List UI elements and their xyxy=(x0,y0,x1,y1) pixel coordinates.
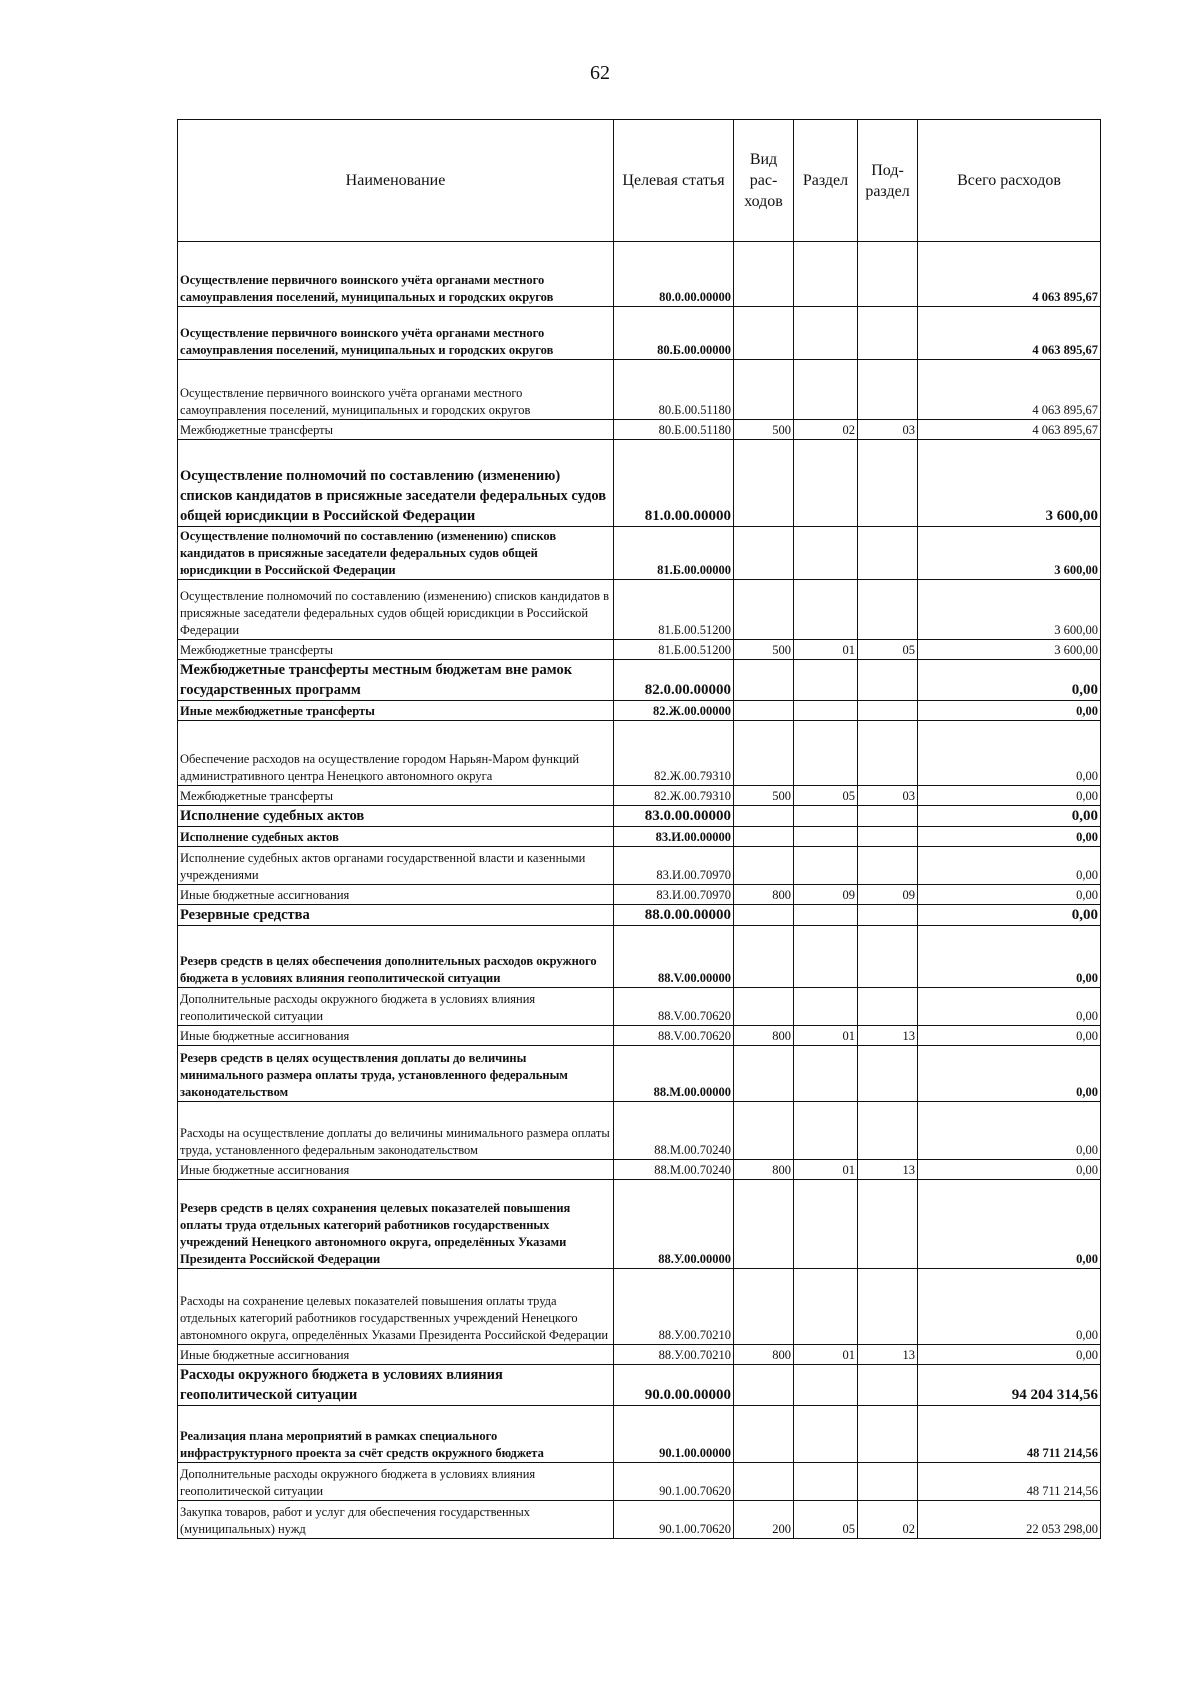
table-header-row xyxy=(178,120,1101,242)
row-target-article: 88.М.00.00000 xyxy=(614,1046,734,1102)
row-total: 0,00 xyxy=(918,701,1101,721)
row-section xyxy=(794,721,858,786)
row-total: 0,00 xyxy=(918,1345,1101,1365)
row-expense-kind xyxy=(734,242,794,307)
row-subsection xyxy=(858,905,918,926)
row-total: 0,00 xyxy=(918,1180,1101,1269)
row-subsection xyxy=(858,1406,918,1463)
table-row xyxy=(178,1180,1101,1269)
row-subsection xyxy=(858,307,918,360)
row-section: 05 xyxy=(794,1501,858,1539)
row-section xyxy=(794,701,858,721)
row-expense-kind xyxy=(734,1365,794,1406)
row-name: Межбюджетные трансферты xyxy=(178,420,614,440)
row-expense-kind: 500 xyxy=(734,786,794,806)
row-subsection xyxy=(858,827,918,847)
row-target-article: 90.1.00.70620 xyxy=(614,1463,734,1501)
row-target-article: 88.М.00.70240 xyxy=(614,1160,734,1180)
row-name: Осуществление первичного воинского учёта органами местного самоуправления поселений, муниципальных и городских округов xyxy=(178,360,614,420)
row-name: Иные бюджетные ассигнования xyxy=(178,1160,614,1180)
row-subsection xyxy=(858,580,918,640)
row-total: 4 063 895,67 xyxy=(918,307,1101,360)
row-total: 0,00 xyxy=(918,1026,1101,1046)
table-row xyxy=(178,640,1101,660)
row-section: 02 xyxy=(794,420,858,440)
row-total: 0,00 xyxy=(918,660,1101,701)
header-expense-kind xyxy=(734,120,794,242)
row-section xyxy=(794,1463,858,1501)
row-target-article: 88.У.00.00000 xyxy=(614,1180,734,1269)
row-expense-kind: 800 xyxy=(734,1026,794,1046)
row-subsection: 03 xyxy=(858,786,918,806)
row-section xyxy=(794,988,858,1026)
row-name: Осуществление первичного воинского учёта органами местного самоуправления поселений, муниципальных и городских округов xyxy=(178,242,614,307)
table-row xyxy=(178,660,1101,701)
row-expense-kind xyxy=(734,827,794,847)
row-name: Осуществление полномочий по составлению (изменению) списков кандидатов в присяжные заседатели федеральных судов общей юрисдикции в Российской Федерации xyxy=(178,527,614,580)
row-target-article: 82.Ж.00.00000 xyxy=(614,701,734,721)
row-total: 0,00 xyxy=(918,1046,1101,1102)
row-subsection xyxy=(858,926,918,988)
row-total: 4 063 895,67 xyxy=(918,420,1101,440)
table-row xyxy=(178,721,1101,786)
row-subsection xyxy=(858,527,918,580)
table-row xyxy=(178,905,1101,926)
row-subsection xyxy=(858,1463,918,1501)
header-section: Раздел xyxy=(794,120,858,242)
row-total: 0,00 xyxy=(918,988,1101,1026)
row-total: 0,00 xyxy=(918,1102,1101,1160)
row-name: Обеспечение расходов на осуществление городом Нарьян-Маром функций административного центра Ненецкого автономного округа xyxy=(178,721,614,786)
row-expense-kind xyxy=(734,905,794,926)
table-row xyxy=(178,1102,1101,1160)
row-expense-kind: 500 xyxy=(734,640,794,660)
row-expense-kind xyxy=(734,360,794,420)
row-name: Расходы на сохранение целевых показателей повышения оплаты труда отдельных категорий работников государственных учреждений Ненецкого автономного округа, определённых Указами Президента Российской Федерации xyxy=(178,1269,614,1345)
row-total: 4 063 895,67 xyxy=(918,242,1101,307)
row-section xyxy=(794,1406,858,1463)
row-total: 3 600,00 xyxy=(918,640,1101,660)
row-expense-kind xyxy=(734,721,794,786)
row-section xyxy=(794,307,858,360)
table-row xyxy=(178,1046,1101,1102)
table-row xyxy=(178,420,1101,440)
row-subsection xyxy=(858,1046,918,1102)
table-row xyxy=(178,701,1101,721)
row-expense-kind xyxy=(734,527,794,580)
row-name: Иные бюджетные ассигнования xyxy=(178,1026,614,1046)
row-section: 01 xyxy=(794,1345,858,1365)
row-name: Резерв средств в целях сохранения целевых показателей повышения оплаты труда отдельных категорий работников государственных учреждений Ненецкого автономного округа, определённых Указами Президента Российской Федерации xyxy=(178,1180,614,1269)
row-target-article: 88.V.00.70620 xyxy=(614,1026,734,1046)
row-target-article: 81.0.00.00000 xyxy=(614,440,734,527)
table-row xyxy=(178,786,1101,806)
table-row xyxy=(178,242,1101,307)
row-subsection xyxy=(858,806,918,827)
table-row xyxy=(178,1345,1101,1365)
row-target-article: 83.И.00.70970 xyxy=(614,885,734,905)
row-section: 01 xyxy=(794,640,858,660)
table-row xyxy=(178,1269,1101,1345)
row-subsection xyxy=(858,701,918,721)
row-subsection: 03 xyxy=(858,420,918,440)
row-name: Исполнение судебных актов органами государственной власти и казенными учреждениями xyxy=(178,847,614,885)
row-section xyxy=(794,1269,858,1345)
row-name: Межбюджетные трансферты xyxy=(178,786,614,806)
row-expense-kind xyxy=(734,701,794,721)
row-section xyxy=(794,242,858,307)
table-row xyxy=(178,806,1101,827)
row-subsection xyxy=(858,242,918,307)
budget-table xyxy=(177,119,1101,1539)
row-expense-kind xyxy=(734,1463,794,1501)
row-total: 0,00 xyxy=(918,806,1101,827)
row-section xyxy=(794,1102,858,1160)
row-expense-kind xyxy=(734,660,794,701)
header-total: Всего расходов xyxy=(918,120,1101,242)
row-target-article: 90.1.00.70620 xyxy=(614,1501,734,1539)
row-target-article: 90.0.00.00000 xyxy=(614,1365,734,1406)
header-subsection xyxy=(858,120,918,242)
table-row xyxy=(178,988,1101,1026)
row-total: 3 600,00 xyxy=(918,440,1101,527)
table-row xyxy=(178,885,1101,905)
table-row xyxy=(178,1365,1101,1406)
row-target-article: 83.И.00.70970 xyxy=(614,847,734,885)
row-section xyxy=(794,360,858,420)
row-name: Исполнение судебных актов xyxy=(178,806,614,827)
row-section xyxy=(794,827,858,847)
row-name: Осуществление первичного воинского учёта органами местного самоуправления поселений, муниципальных и городских округов xyxy=(178,307,614,360)
row-section xyxy=(794,1365,858,1406)
row-total: 0,00 xyxy=(918,786,1101,806)
row-section xyxy=(794,926,858,988)
header-target-article: Целевая статья xyxy=(614,120,734,242)
row-subsection xyxy=(858,1180,918,1269)
row-section xyxy=(794,527,858,580)
row-section: 01 xyxy=(794,1026,858,1046)
row-target-article: 88.V.00.70620 xyxy=(614,988,734,1026)
row-total: 0,00 xyxy=(918,721,1101,786)
page-number: 62 xyxy=(590,62,610,84)
row-subsection: 13 xyxy=(858,1026,918,1046)
row-section xyxy=(794,580,858,640)
row-expense-kind xyxy=(734,1406,794,1463)
row-total: 0,00 xyxy=(918,905,1101,926)
table-row xyxy=(178,440,1101,527)
row-target-article: 80.0.00.00000 xyxy=(614,242,734,307)
row-name: Резерв средств в целях осуществления доплаты до величины минимального размера оплаты труда, установленного федеральным законодательством xyxy=(178,1046,614,1102)
row-name: Закупка товаров, работ и услуг для обеспечения государственных (муниципальных) нужд xyxy=(178,1501,614,1539)
row-name: Реализация плана мероприятий в рамках специального инфраструктурного проекта за счёт средств окружного бюджета xyxy=(178,1406,614,1463)
table-row xyxy=(178,1406,1101,1463)
row-expense-kind: 200 xyxy=(734,1501,794,1539)
row-expense-kind xyxy=(734,1046,794,1102)
row-subsection xyxy=(858,847,918,885)
row-expense-kind xyxy=(734,847,794,885)
row-section xyxy=(794,660,858,701)
row-target-article: 80.Б.00.51180 xyxy=(614,360,734,420)
table-row xyxy=(178,580,1101,640)
row-expense-kind xyxy=(734,806,794,827)
table-row xyxy=(178,827,1101,847)
row-expense-kind: 800 xyxy=(734,1345,794,1365)
row-target-article: 88.У.00.70210 xyxy=(614,1269,734,1345)
row-total: 3 600,00 xyxy=(918,580,1101,640)
row-expense-kind: 800 xyxy=(734,885,794,905)
row-target-article: 80.Б.00.51180 xyxy=(614,420,734,440)
row-target-article: 81.Б.00.51200 xyxy=(614,640,734,660)
row-expense-kind xyxy=(734,1102,794,1160)
row-name: Межбюджетные трансферты местным бюджетам вне рамок государственных программ xyxy=(178,660,614,701)
row-subsection xyxy=(858,1269,918,1345)
row-total: 0,00 xyxy=(918,1269,1101,1345)
row-target-article: 80.Б.00.00000 xyxy=(614,307,734,360)
row-name: Расходы на осуществление доплаты до величины минимального размера оплаты труда, установленного федеральным законодательством xyxy=(178,1102,614,1160)
row-name: Иные бюджетные ассигнования xyxy=(178,1345,614,1365)
row-name: Осуществление полномочий по составлению (изменению) списков кандидатов в присяжные заседатели федеральных судов общей юрисдикции в Российской Федерации xyxy=(178,580,614,640)
row-name: Межбюджетные трансферты xyxy=(178,640,614,660)
row-target-article: 83.0.00.00000 xyxy=(614,806,734,827)
row-subsection: 13 xyxy=(858,1345,918,1365)
row-subsection: 13 xyxy=(858,1160,918,1180)
row-target-article: 88.V.00.00000 xyxy=(614,926,734,988)
row-section: 01 xyxy=(794,1160,858,1180)
row-section xyxy=(794,847,858,885)
row-total: 0,00 xyxy=(918,847,1101,885)
row-expense-kind xyxy=(734,1180,794,1269)
row-name: Резерв средств в целях обеспечения дополнительных расходов окружного бюджета в условиях влияния геополитической ситуации xyxy=(178,926,614,988)
row-name: Иные межбюджетные трансферты xyxy=(178,701,614,721)
row-subsection xyxy=(858,1102,918,1160)
row-subsection: 05 xyxy=(858,640,918,660)
table-row xyxy=(178,527,1101,580)
row-subsection xyxy=(858,440,918,527)
row-total: 0,00 xyxy=(918,926,1101,988)
row-section xyxy=(794,905,858,926)
row-expense-kind xyxy=(734,988,794,1026)
row-total: 22 053 298,00 xyxy=(918,1501,1101,1539)
row-section xyxy=(794,440,858,527)
row-target-article: 88.У.00.70210 xyxy=(614,1345,734,1365)
row-total: 0,00 xyxy=(918,827,1101,847)
row-total: 48 711 214,56 xyxy=(918,1463,1101,1501)
header-expense-kind-label: Вид рас- ходов xyxy=(744,151,783,210)
row-subsection xyxy=(858,988,918,1026)
row-target-article: 81.Б.00.00000 xyxy=(614,527,734,580)
row-section xyxy=(794,806,858,827)
row-section xyxy=(794,1180,858,1269)
table-row xyxy=(178,1026,1101,1046)
table-row xyxy=(178,360,1101,420)
row-name: Резервные средства xyxy=(178,905,614,926)
row-subsection xyxy=(858,660,918,701)
row-expense-kind xyxy=(734,580,794,640)
row-target-article: 82.Ж.00.79310 xyxy=(614,786,734,806)
row-target-article: 83.И.00.00000 xyxy=(614,827,734,847)
row-subsection: 09 xyxy=(858,885,918,905)
row-target-article: 88.М.00.70240 xyxy=(614,1102,734,1160)
row-name: Осуществление полномочий по составлению (изменению) списков кандидатов в присяжные заседатели федеральных судов общей юрисдикции в Российской Федерации xyxy=(178,440,614,527)
row-subsection xyxy=(858,1365,918,1406)
table-row xyxy=(178,1160,1101,1180)
table-body xyxy=(178,242,1101,1539)
row-expense-kind xyxy=(734,440,794,527)
row-name: Расходы окружного бюджета в условиях влияния геополитической ситуации xyxy=(178,1365,614,1406)
header-subsection-label: Под- раздел xyxy=(865,161,910,200)
row-total: 48 711 214,56 xyxy=(918,1406,1101,1463)
row-name: Исполнение судебных актов xyxy=(178,827,614,847)
row-target-article: 82.0.00.00000 xyxy=(614,660,734,701)
row-total: 0,00 xyxy=(918,1160,1101,1180)
table-row xyxy=(178,1463,1101,1501)
row-expense-kind: 500 xyxy=(734,420,794,440)
row-section xyxy=(794,1046,858,1102)
row-target-article: 88.0.00.00000 xyxy=(614,905,734,926)
table-row xyxy=(178,926,1101,988)
row-target-article: 81.Б.00.51200 xyxy=(614,580,734,640)
row-subsection: 02 xyxy=(858,1501,918,1539)
row-expense-kind xyxy=(734,1269,794,1345)
row-target-article: 82.Ж.00.79310 xyxy=(614,721,734,786)
row-expense-kind xyxy=(734,926,794,988)
table-row xyxy=(178,307,1101,360)
row-total: 94 204 314,56 xyxy=(918,1365,1101,1406)
row-subsection xyxy=(858,360,918,420)
row-name: Дополнительные расходы окружного бюджета в условиях влияния геополитической ситуации xyxy=(178,988,614,1026)
row-total: 3 600,00 xyxy=(918,527,1101,580)
table-row xyxy=(178,847,1101,885)
row-section: 09 xyxy=(794,885,858,905)
row-name: Иные бюджетные ассигнования xyxy=(178,885,614,905)
row-target-article: 90.1.00.00000 xyxy=(614,1406,734,1463)
row-expense-kind: 800 xyxy=(734,1160,794,1180)
row-expense-kind xyxy=(734,307,794,360)
row-section: 05 xyxy=(794,786,858,806)
row-total: 0,00 xyxy=(918,885,1101,905)
row-name: Дополнительные расходы окружного бюджета в условиях влияния геополитической ситуации xyxy=(178,1463,614,1501)
row-subsection xyxy=(858,721,918,786)
header-name: Наименование xyxy=(178,120,614,242)
table-row xyxy=(178,1501,1101,1539)
row-total: 4 063 895,67 xyxy=(918,360,1101,420)
